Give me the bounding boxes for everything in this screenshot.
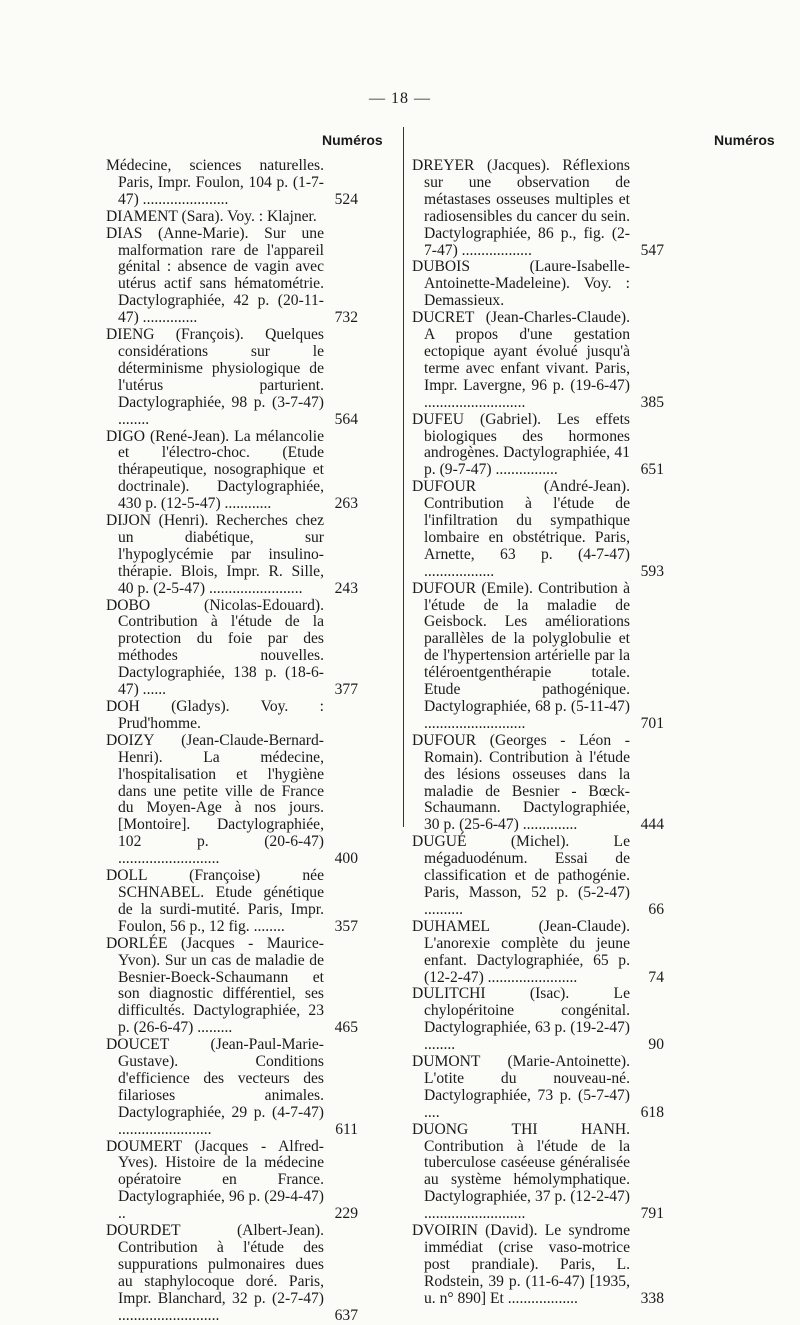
catalog-entry [412, 309, 664, 411]
entry-text: DUCRET (Jean-Charles-Claude). A propos d'une gestation ectopique ayant évolué jusqu'à terme avec enfant vivant. Paris, Impr. Lavergne, 96 p. (19-6-47) .......................... [412, 309, 630, 411]
column-divider [403, 127, 404, 827]
entry-number: 465 [334, 1019, 358, 1037]
entry-text: DUONG THI HANH. Contribution à l'étude de la tuberculose caséeuse généralisée au système hémolymphatique. Dactylographiée, 37 p. (12-2-47) .......................... [412, 1120, 630, 1223]
entry-text: DUFOUR (André-Jean). Contribution à l'étude de l'infiltration du sympathique lombaire en obstétrique. Paris, Arnette, 63 p. (4-7-47) .................. [412, 478, 630, 580]
entry-text: DREYER (Jacques). Réflexions sur une observation de métastases osseuses multiples et radiosensibles du cancer du sein. Dactylographiée, 86 p., fig. (2-7-47) .................. [412, 157, 630, 259]
catalog-entry [106, 209, 324, 226]
catalog-entry [412, 1120, 664, 1223]
entry-text: DOBO (Nicolas-Edouard). Contribution à l'étude de la protection du foie par des méthodes nouvelles. Dactylographiée, 138 p. (18-6-47) ...... [106, 596, 324, 699]
entry-number: 791 [640, 1205, 664, 1223]
entry-number: 564 [334, 410, 358, 428]
entry-text: DIENG (François). Quelques considérations sur le déterminisme physiologique de l'utérus parturient. Dactylographiée, 98 p. (3-7-47) ........ [106, 326, 324, 428]
entry-text: DOIZY (Jean-Claude-Bernard-Henri). La médecine, l'hospitalisation et l'hygiène dans une petite ville de France du Moyen-Age à nos jours. [Montoire]. Dactylographiée, 102 p. (20-6-47) .......................... [106, 731, 324, 868]
entry-text: DUMONT (Marie-Antoinette). L'otite du nouveau-né. Dactylographiée, 73 p. (5-7-47) .... [412, 1053, 630, 1121]
entry-number: 611 [335, 1120, 358, 1138]
entry-number: 524 [334, 190, 358, 208]
entry-number: 701 [640, 714, 664, 732]
left-column-heading: Numéros [322, 132, 383, 148]
entry-number: 618 [640, 1103, 664, 1121]
catalog-entry [412, 1222, 664, 1308]
catalog-entry [412, 917, 664, 987]
entry-text: DUFOUR (Emile). Contribution à l'étude de la maladie de Geisbock. Les améliorations parallèles de la polyglobulie et de l'hypertension artérielle par la téléroentgenthérapie totale. Etude pathogénique. Dactylographiée, 68 p. (5-11-47) .......................... [412, 579, 630, 732]
entry-text: DOLL (Françoise) née SCHNABEL. Etude génétique de la surdi-mutité. Paris, Impr. Foulon, 56 p., 12 fig. ........ [106, 867, 324, 935]
right-column-heading: Numéros [714, 132, 775, 148]
entry-text: DIAS (Anne-Marie). Sur une malformation rare de l'appareil génital : absence de vagin avec utérus actif sans hématométrie. Dactylographiée, 42 p. (20-11-47) .............. [106, 224, 324, 327]
entry-text: DOUCET (Jean-Paul-Marie-Gustave). Conditions d'efficience des vecteurs des filarioses animales. Dactylographiée, 29 p. (4-7-47) ........................ [106, 1036, 324, 1138]
catalog-entry [106, 1137, 358, 1224]
entry-number: 74 [648, 968, 664, 986]
entry-text: DOH (Gladys). Voy. : Prud'homme. [106, 698, 324, 732]
entry-text: DUBOIS (Laure-Isabelle-Antoinette-Madeleine). Voy. : Demassieux. [412, 258, 630, 310]
entry-text: DOUMERT (Jacques - Alfred-Yves). Histoire de la médecine opératoire en France. Dactylographiée, 96 p. (29-4-47) .. [106, 1137, 324, 1223]
entry-number: 66 [648, 900, 664, 918]
entry-text: DIGO (René-Jean). La mélancolie et l'électro-choc. (Etude thérapeutique, nosographique et doctrinale). Dactylographiée, 430 p. (12-5-47) ............ [106, 427, 324, 513]
catalog-entry [106, 867, 358, 936]
entry-text: DOURDET (Albert-Jean). Contribution à l'étude des suppurations pulmonaires dues au staphylocoque doré. Paris, Impr. Blanchard, 32 p. (2-7-47) .......................... [106, 1222, 324, 1324]
entry-number: 593 [640, 562, 664, 580]
entry-number: 637 [334, 1306, 358, 1324]
catalog-entry [412, 1053, 664, 1122]
entry-number: 338 [640, 1289, 664, 1307]
catalog-entry [412, 478, 664, 580]
entry-number: 243 [334, 579, 358, 597]
entry-number: 385 [640, 393, 664, 411]
catalog-entry [412, 833, 664, 919]
entry-number: 444 [640, 816, 664, 834]
catalog-entry [106, 731, 358, 868]
entry-number: 263 [334, 495, 358, 513]
catalog-entry [412, 985, 664, 1054]
catalog-entry [106, 427, 358, 514]
catalog-entry [106, 1036, 358, 1138]
entry-text: DIJON (Henri). Recherches chez un diabétique, sur l'hypoglycémie par insulino-thérapie. Blois, Impr. R. Sille, 40 p. (2-5-47) ........................ [106, 512, 324, 597]
entry-number: 547 [640, 241, 664, 259]
catalog-entry [412, 731, 664, 834]
catalog-entry [106, 512, 358, 598]
entry-number: 651 [640, 461, 664, 479]
catalog-entry [106, 1222, 358, 1324]
entry-text: DUGUÉ (Michel). Le mégaduodénum. Essai de classification et de pathogénie. Paris, Masson, 52 p. (5-2-47) .......... [412, 833, 630, 918]
entry-text: DULITCHI (Isac). Le chylopéritoine congénital. Dactylographiée, 63 p. (19-2-47) ........ [412, 985, 630, 1054]
entry-text: DUFOUR (Georges - Léon - Romain). Contribution à l'étude des lésions osseuses dans la maladie de Besnier - Bœck-Schaumann. Dactylographiée, 30 p. (25-6-47) .............. [412, 731, 630, 834]
entry-text: DVOIRIN (David). Le syndrome immédiat (crise vaso-motrice post prandiale). Paris, L. Rodstein, 39 p. (11-6-47) [1935, u. n° 890] Et .................. [412, 1222, 630, 1307]
entry-number: 732 [334, 309, 358, 327]
entry-number: 357 [334, 917, 358, 935]
catalog-entry [106, 699, 324, 733]
catalog-entry [106, 596, 358, 699]
entry-number: 229 [334, 1205, 358, 1223]
catalog-entry [412, 579, 664, 733]
catalog-entry [412, 157, 664, 259]
entry-number: 90 [648, 1036, 664, 1054]
catalog-entry [106, 157, 358, 209]
entry-text: DIAMENT (Sara). Voy. : Klajner. [106, 207, 317, 225]
catalog-entry [106, 224, 358, 327]
entry-text: Médecine, sciences naturelles. Paris, Impr. Foulon, 104 p. (1-7-47) ...................... [106, 157, 324, 208]
catalog-entry [106, 326, 358, 428]
catalog-entry [106, 934, 358, 1037]
entry-text: DUHAMEL (Jean-Claude). L'anorexie complète du jeune enfant. Dactylographiée, 65 p. (12-2-47) ....................... [412, 917, 630, 986]
left-column [106, 158, 358, 1325]
page-number: — 18 — [369, 90, 431, 107]
entry-number: 400 [334, 850, 358, 868]
entry-text: DORLÉE (Jacques - Maurice-Yvon). Sur un cas de maladie de Besnier-Boeck-Schaumann et son diagnostic différentiel, ses difficultés. Dactylographiée, 23 p. (26-6-47) ......... [106, 934, 324, 1037]
catalog-entry [412, 259, 630, 310]
entry-text: DUFEU (Gabriel). Les effets biologiques des hormones androgènes. Dactylographiée, 41 p. (9-7-47) ................ [412, 410, 630, 479]
catalog-entry [412, 410, 664, 480]
right-column [412, 158, 664, 1308]
entry-number: 377 [334, 681, 358, 699]
